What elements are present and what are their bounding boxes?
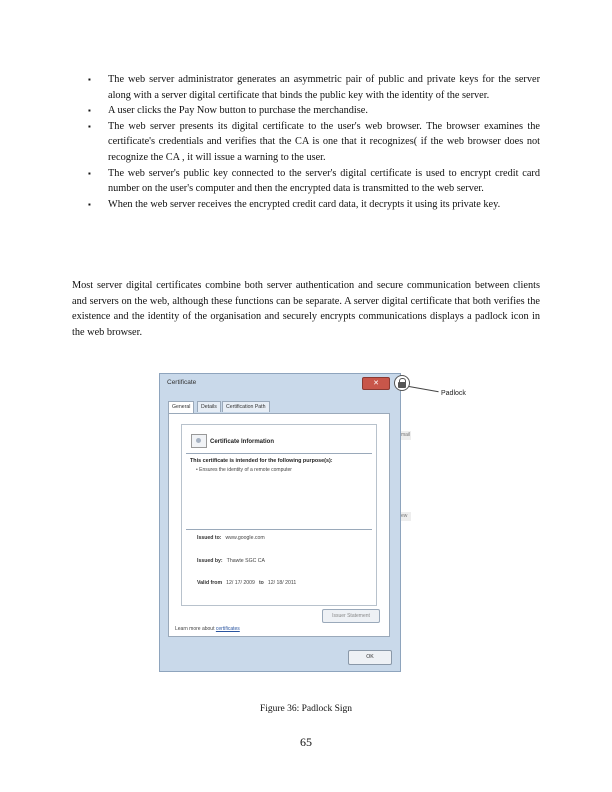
- divider: [186, 453, 372, 454]
- valid-from-value: 12/ 17/ 2009: [226, 580, 255, 586]
- issued-to-value: www.google.com: [225, 535, 265, 541]
- page-number: 65: [300, 735, 312, 749]
- issued-to-label: Issued to:: [197, 535, 222, 541]
- issued-to-row: [197, 535, 265, 541]
- info-title: Certificate Information: [210, 439, 275, 445]
- certificate-icon: [191, 434, 207, 448]
- bullet-item: ▪ The web server's public key connected to the server's digital certificate is used to encrypt credit card number on the user's computer and then the encrypted data is transmitted to the web server.: [88, 166, 540, 197]
- close-icon: ✕: [373, 380, 379, 387]
- tab-general[interactable]: General: [168, 401, 194, 413]
- issued-by-row: [197, 558, 265, 564]
- tab-certification-path[interactable]: Certification Path: [222, 401, 270, 412]
- certificate-figure: [159, 373, 411, 672]
- bullet-item: ▪ The web server administrator generates an asymmetric pair of public and private keys for the server along with a server digital certificate that binds the public key with the identity of the server.: [88, 72, 540, 103]
- callout-line: [409, 386, 439, 392]
- learn-more: [175, 626, 240, 632]
- valid-row: [197, 580, 296, 586]
- certificate-dialog: [159, 373, 401, 672]
- issued-by-value: Thawte SGC CA: [226, 558, 266, 564]
- certificate-info-box: [181, 424, 377, 606]
- general-panel: [168, 413, 390, 637]
- background-browser-fragment: ew: [401, 512, 411, 521]
- ok-button[interactable]: OK: [348, 650, 392, 665]
- issued-by-label: Issued by:: [197, 558, 223, 564]
- issuer-statement-button[interactable]: Issuer Statement: [322, 609, 380, 623]
- certificates-link[interactable]: certificates: [215, 626, 240, 632]
- valid-to-label: to: [258, 580, 264, 586]
- dialog-title: Certificate: [167, 379, 197, 386]
- body-paragraph: Most server digital certificates combine both server authentication and secure communication between clients and servers on the web, although these functions can be separate. A server digital certificate that both verifies the existence and the identity of the organisation and securely encrypts communications displays a padlock icon in the web browser.: [72, 280, 540, 338]
- close-button[interactable]: [362, 377, 390, 390]
- bullet-item: ▪ A user clicks the Pay Now button to purchase the merchandise.: [88, 103, 540, 119]
- learn-more-text: Learn more about: [175, 626, 215, 632]
- valid-from-label: Valid from: [197, 580, 223, 586]
- padlock-label: Padlock: [441, 390, 466, 397]
- divider: [186, 529, 372, 530]
- bullet-item: ▪ The web server presents its digital certificate to the user's web browser. The browser examines the certificate's credentials and verifies that the CA is one that it recognizes( if the web browser does not recognize the CA , it will issue a warning to the user.: [88, 119, 540, 166]
- bullet-item: ▪ When the web server receives the encrypted credit card data, it decrypts it using its private key.: [88, 197, 540, 213]
- padlock-icon: [394, 375, 410, 391]
- bullet-list: [88, 72, 540, 212]
- tab-details[interactable]: Details: [197, 401, 221, 412]
- purpose-title: This certificate is intended for the following purpose(s):: [190, 458, 333, 464]
- purpose-item: • Ensures the identity of a remote computer: [196, 467, 292, 473]
- background-browser-fragment: mail: [401, 432, 411, 438]
- valid-to-value: 12/ 18/ 2011: [267, 580, 297, 586]
- figure-caption: Figure 36: Padlock Sign: [259, 704, 353, 714]
